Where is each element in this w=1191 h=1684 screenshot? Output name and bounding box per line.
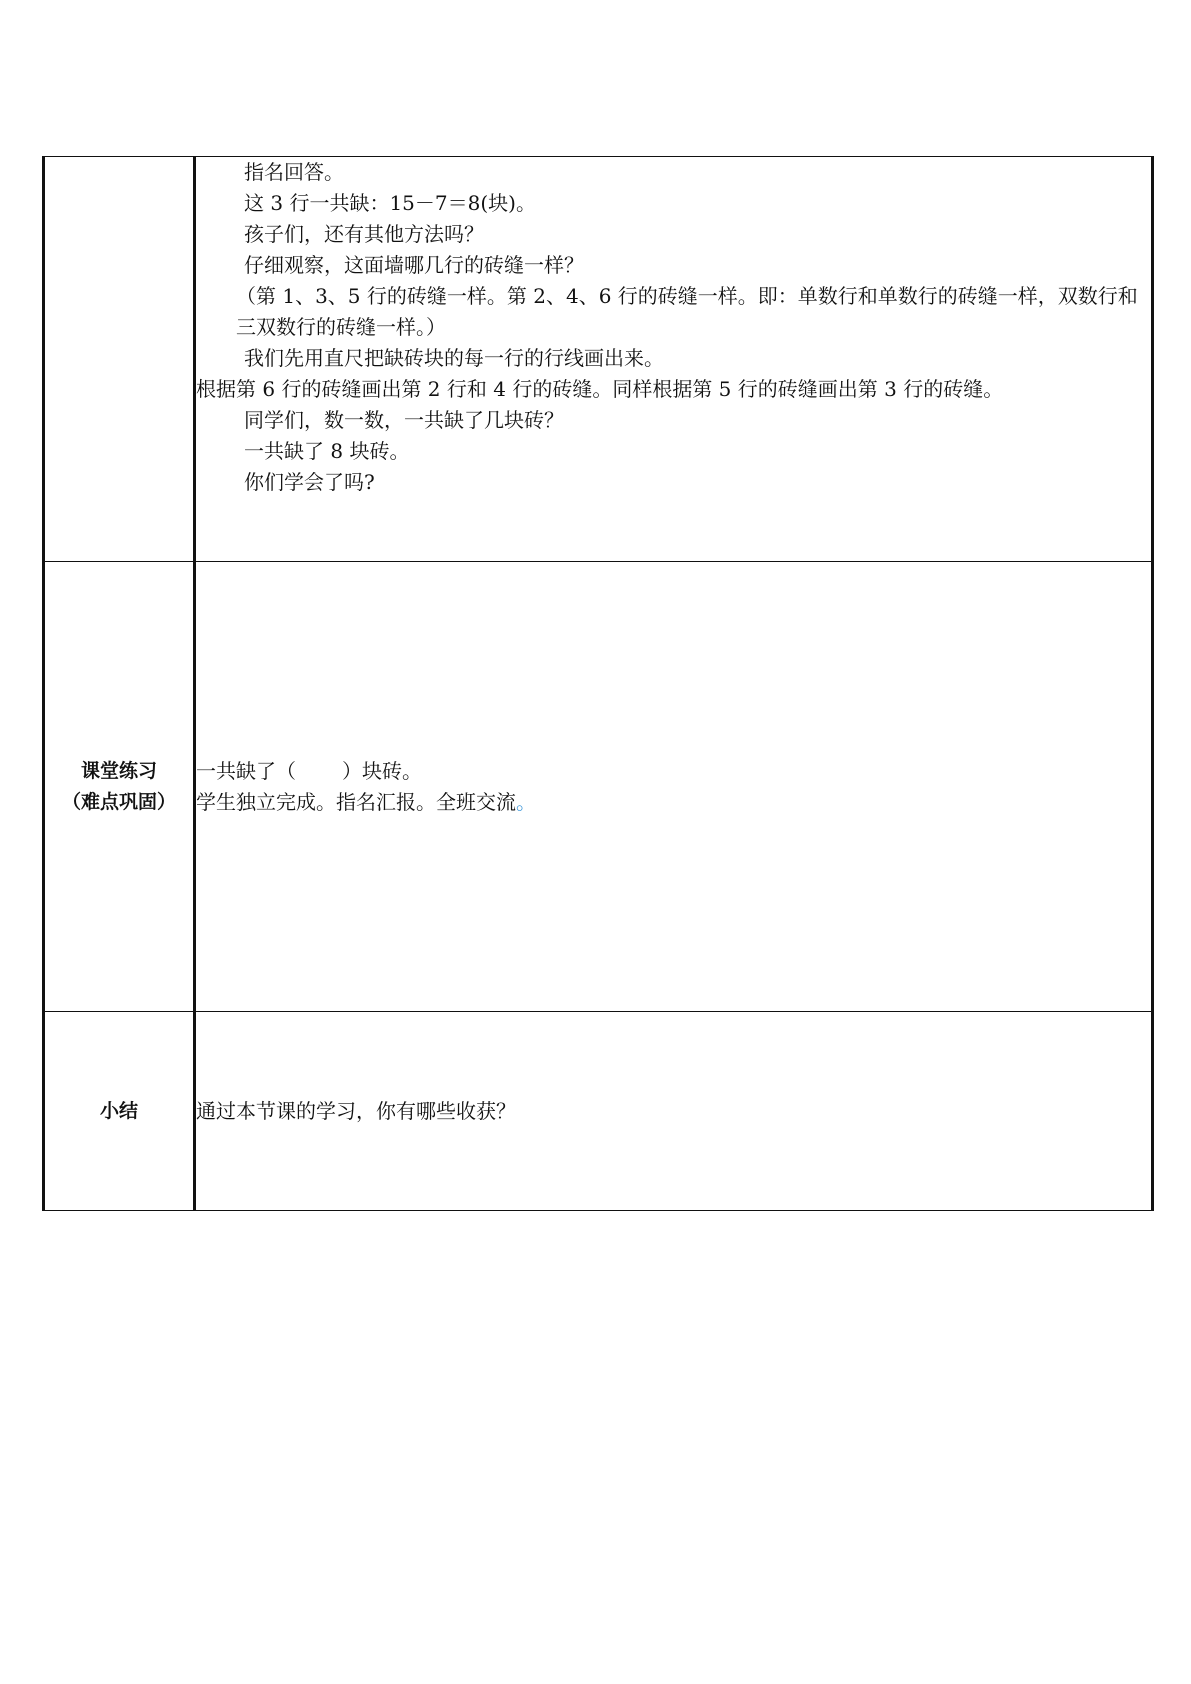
- row-label-classroom-practice: [44, 562, 195, 1012]
- table-row: [44, 157, 1153, 562]
- activity-period: 。: [516, 789, 536, 814]
- body-line: 孩子们，还有其他方法吗？: [244, 222, 484, 246]
- teaching-process-cell: [195, 157, 1153, 562]
- body-line: 这 3 行一共缺：15－7＝8(块)。: [244, 191, 536, 215]
- activity-text: 学生独立完成。指名汇报。全班交流: [196, 789, 516, 814]
- table-row: [44, 1012, 1153, 1211]
- summary-content-cell: [195, 1012, 1153, 1211]
- table-row: [44, 562, 1153, 1012]
- body-line: 一共缺了 8 块砖。: [244, 439, 410, 463]
- practice-content-cell: [195, 562, 1153, 1012]
- body-line: 你们学会了吗?: [244, 470, 375, 494]
- activity-line: [196, 787, 1151, 818]
- exercise-suffix: ）块砖。: [342, 758, 422, 783]
- exercise-line: [196, 756, 1151, 787]
- label-line: 小结: [99, 1099, 138, 1122]
- body-line: 我们先用直尺把缺砖块的每一行的行线画出来。: [244, 346, 664, 370]
- summary-line: 通过本节课的学习，你有哪些收获？: [196, 1098, 516, 1123]
- label-line: 课堂练习: [80, 759, 157, 782]
- label-line: （难点巩固）: [61, 790, 176, 813]
- exercise-prefix: 一共缺了（: [196, 758, 296, 783]
- body-line: 仔细观察，这面墙哪几行的砖缝一样？: [244, 253, 584, 277]
- row-label-empty: [44, 157, 195, 562]
- body-line: 根据第 6 行的砖缝画出第 2 行和 4 行的砖缝。同样根据第 5 行的砖缝画出第 3 行的砖缝。: [196, 377, 1004, 401]
- row-label-summary: [44, 1012, 195, 1211]
- body-line: 同学们，数一数，一共缺了几块砖？: [244, 408, 564, 432]
- body-line: （第 1、3、5 行的砖缝一样。第 2、4、6 行的砖缝一样。即：单数行和单数行的砖缝一样，双数行和三双数行的砖缝一样。）: [236, 284, 1138, 339]
- lesson-plan-table: [42, 156, 1154, 1211]
- body-line: 指名回答。: [244, 160, 344, 184]
